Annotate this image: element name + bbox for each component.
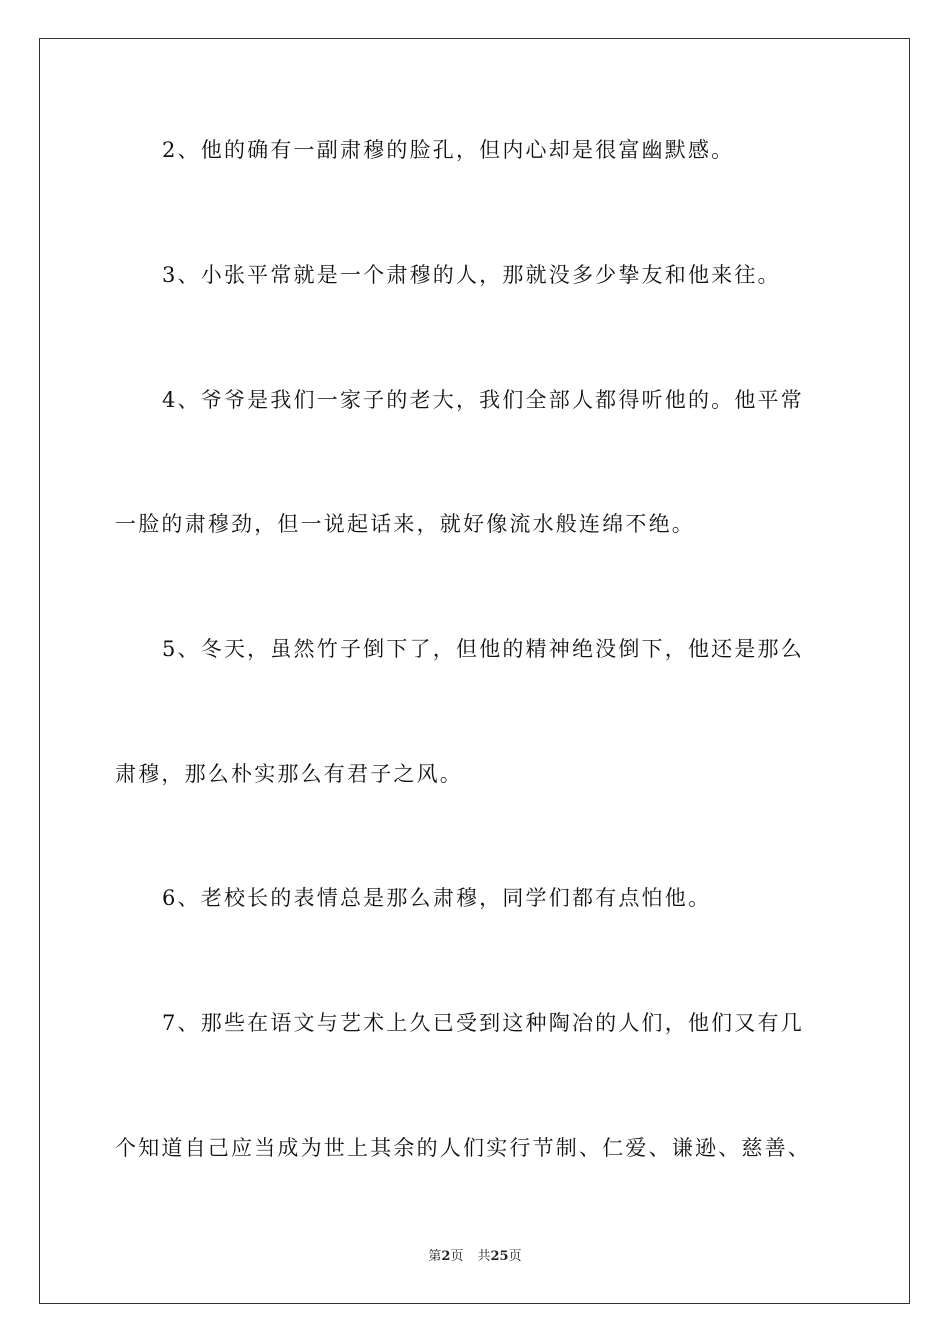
- footer-total-pages: 25: [490, 1249, 509, 1264]
- paragraph-6-line-1: 6、老校长的表情总是那么肃穆，同学们都有点怕他。: [162, 886, 712, 910]
- page-frame: [39, 38, 910, 1304]
- paragraph-5-line-2: 肃穆，那么朴实那么有君子之风。: [115, 762, 463, 786]
- paragraph-3-line-1: 3、小张平常就是一个肃穆的人，那就没多少挚友和他来往。: [162, 263, 781, 287]
- paragraph-7-line-2: 个知道自己应当成为世上其余的人们实行节制、仁爱、谦逊、慈善、: [115, 1136, 811, 1160]
- footer-page-prefix: 第: [428, 1249, 442, 1264]
- paragraph-4-line-1: 4、爷爷是我们一家子的老大，我们全部人都得听他的。他平常: [162, 388, 804, 412]
- paragraph-2-line-1: 2、他的确有一副肃穆的脸孔，但内心却是很富幽默感。: [162, 138, 735, 162]
- paragraph-5-line-1: 5、冬天，虽然竹子倒下了，但他的精神绝没倒下，他还是那么: [162, 637, 804, 661]
- paragraph-7-line-1: 7、那些在语文与艺术上久已受到这种陶冶的人们，他们又有几: [162, 1011, 804, 1035]
- page-footer: [0, 1248, 950, 1266]
- footer-page-suffix: 页: [450, 1249, 464, 1264]
- footer-total-suffix: 页: [508, 1249, 522, 1264]
- paragraph-4-line-2: 一脸的肃穆劲，但一说起话来，就好像流水般连绵不绝。: [115, 512, 695, 536]
- footer-page-number: 2: [441, 1249, 451, 1264]
- footer-total-prefix: 共: [477, 1249, 491, 1264]
